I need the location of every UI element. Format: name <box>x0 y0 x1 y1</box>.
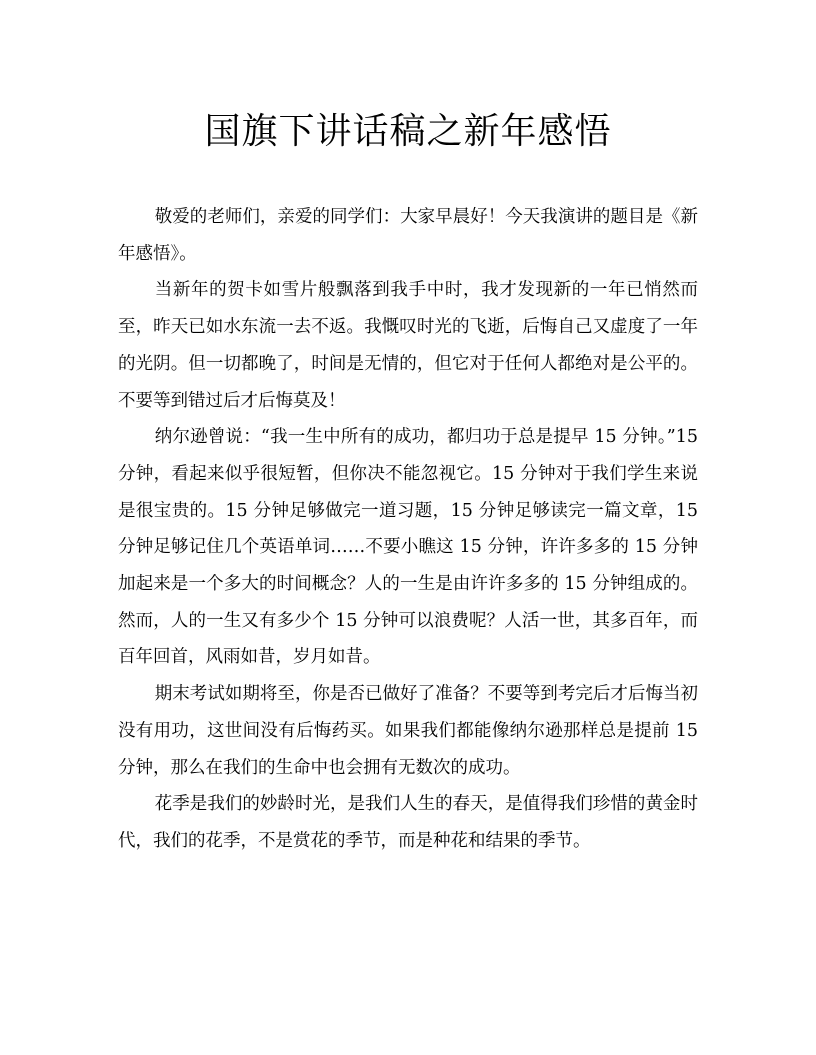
paragraph-greeting: 敬爱的老师们，亲爱的同学们：大家早晨好！今天我演讲的题目是《新年感悟》。 <box>118 207 698 264</box>
document-title: 国旗下讲话稿之新年感悟 <box>204 111 612 152</box>
paragraph-fifteen-minutes: 纳尔逊曾说：“我一生中所有的成功，都归功于总是提早 15 分钟。”15 分钟，看起来似乎很短暂，但你决不能忽视它。15 分钟对于我们学生来说是很宝贵的。15 分钟足够做完一道习题，15 分钟足够读完一篇文章，15 分钟足够记住几个英语单词……不要小瞧这 15 分钟，许许多多的 15 分钟加起来是一个多大的时间概念？人的一生是由许许多多的 15 分钟组成的。然而，人的一生又有多少个 15 分钟可以浪费呢？人活一世，其多百年，而百年回首，风雨如昔，岁月如昔。 <box>118 427 698 668</box>
paragraph-final-exam: 期末考试如期将至，你是否已做好了准备？不要等到考完后才后悔当初没有用功，这世间没有后悔药买。如果我们都能像纳尔逊那样总是提前 15 分钟，那么在我们的生命中也会拥有无数次的成功。 <box>118 684 698 778</box>
paragraph-flower-season: 花季是我们的妙龄时光，是我们人生的春天，是值得我们珍惜的黄金时代，我们的花季，不是赏花的季节，而是种花和结果的季节。 <box>118 794 698 851</box>
paragraph-new-year-card: 当新年的贺卡如雪片般飘落到我手中时，我才发现新的一年已悄然而至，昨天已如水东流一去不返。我慨叹时光的飞逝，后悔自己又虚度了一年的光阴。但一切都晚了，时间是无情的，但它对于任何人都绝对是公平的。不要等到错过后才后悔莫及！ <box>118 280 698 411</box>
document-body <box>118 199 698 860</box>
